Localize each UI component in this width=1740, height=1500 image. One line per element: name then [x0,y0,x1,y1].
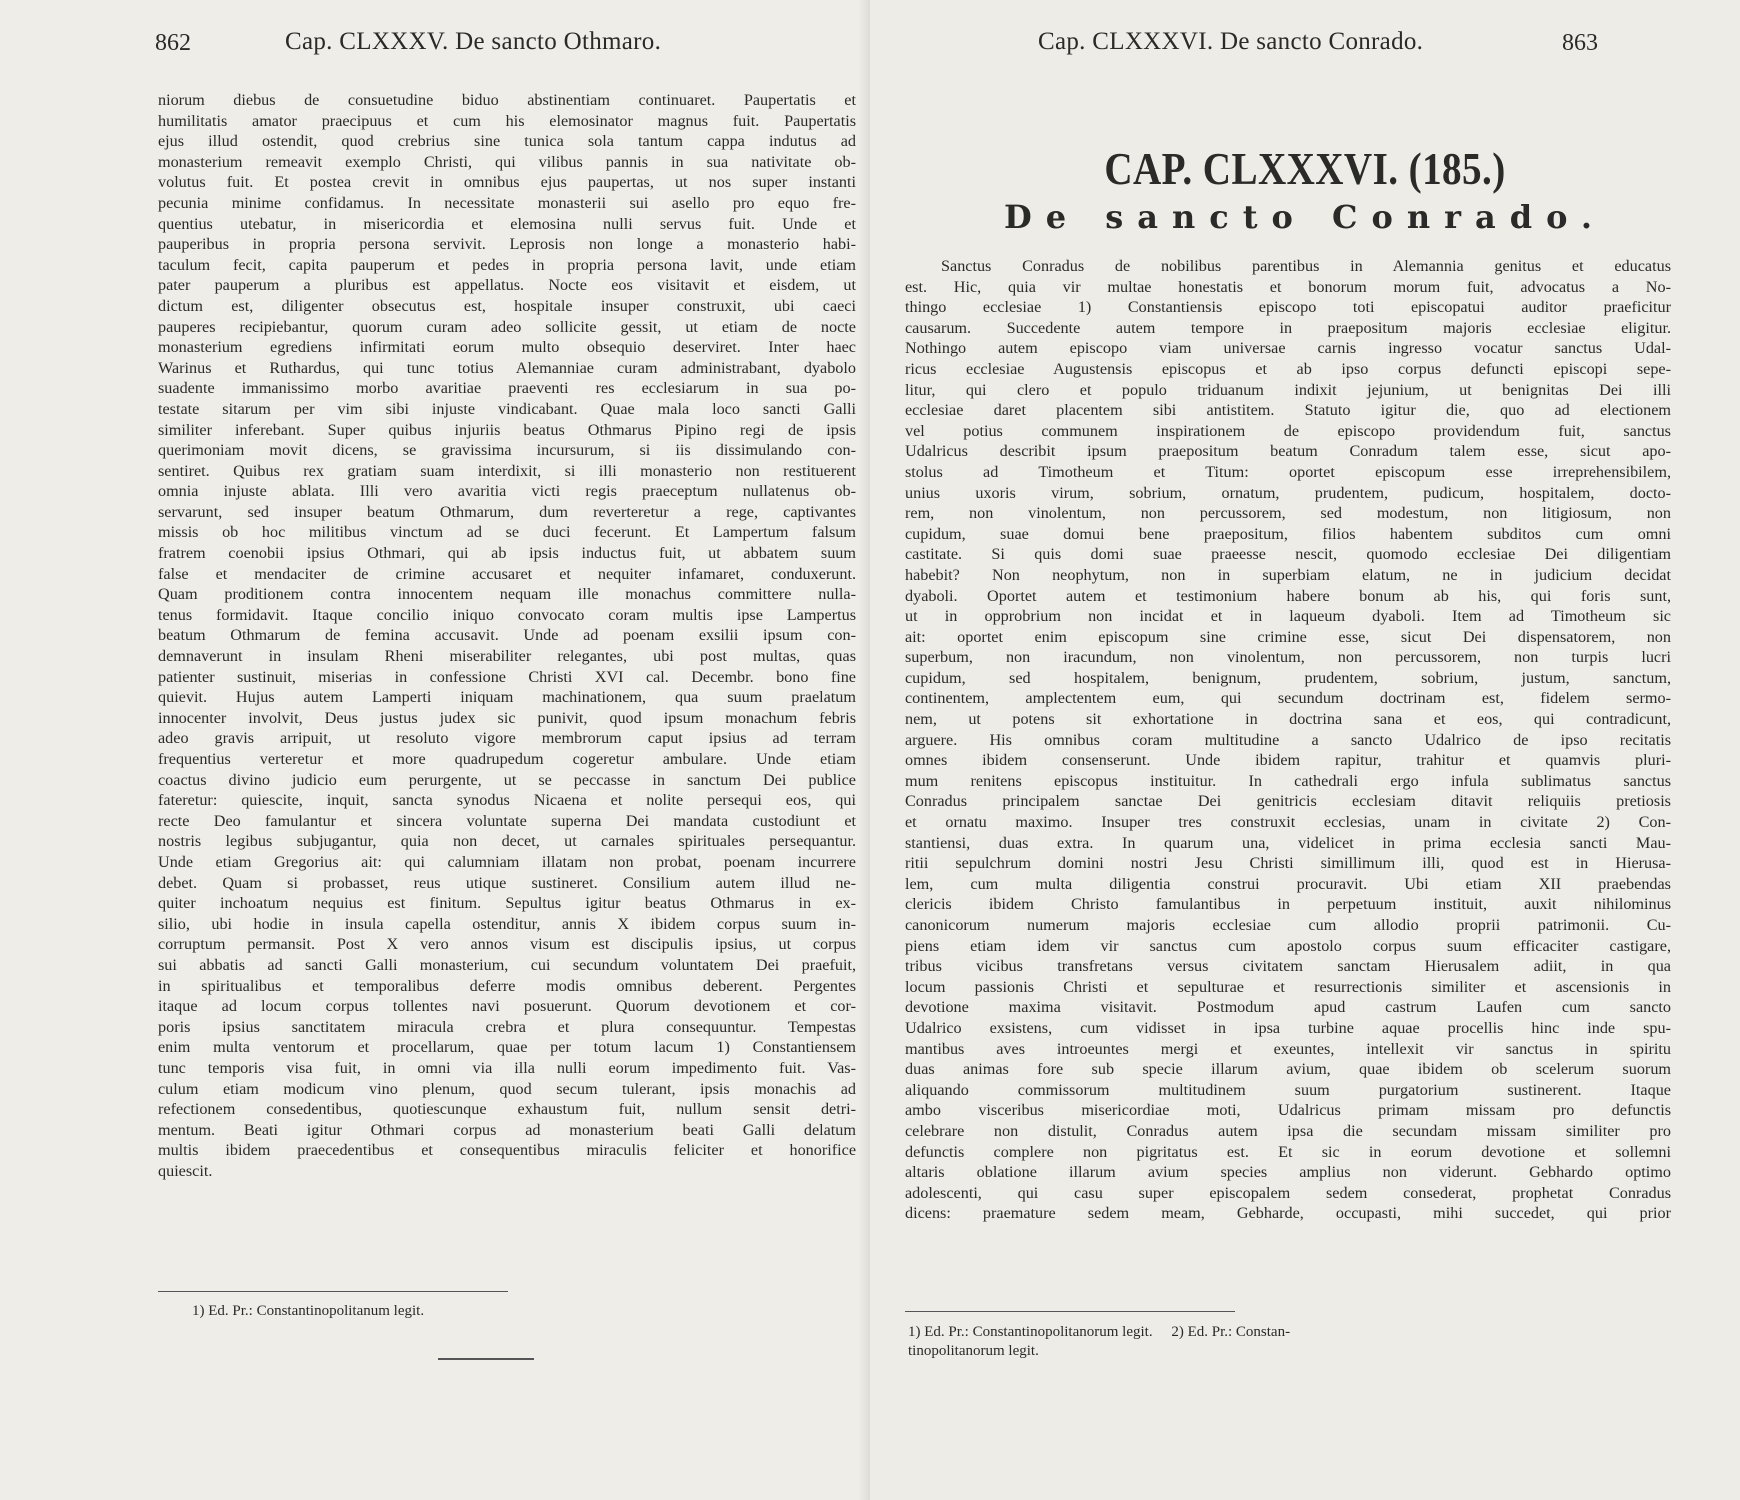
text-line: ricus ecclesiae Augustensis episcopus et ab ipso corpus defuncti episcopi sepe- [905,359,1671,378]
text-line: arguere. His omnibus coram multitudine a sancto Udalrico de ipso recitatis [905,730,1671,749]
text-line: ut in opprobrium non incidat et in laqueum dyaboli. Item ad Timotheum sic [905,607,1671,626]
text-line: stolus ad Timotheum et Titum: oportet episcopum esse irreprehensibilem, [905,462,1671,481]
left-body-text [158,90,856,1181]
text-line: est. Hic, quia vir multae honestatis et bonorum morum fuit, advocatus a No- [905,277,1671,296]
text-line: Conradus principalem sanctae Dei genitricis ecclesiam ditavit reliquiis pretiosis [905,792,1671,811]
text-line: ritii sepulchrum domini nostri Jesu Christi simillimum illi, quod est in Hierusa- [905,854,1671,873]
text-line: dictum est, diligenter obsecutus est, hospitale insuper construxit, ubi caeci [158,296,856,315]
text-line: demnaverunt in insulam Rheni miserabiliter relegantes, ubi post multas, quas [158,647,856,666]
text-line: querimoniam movit dicens, se gravissima incursurum, si iis dissimulando con- [158,441,856,460]
text-line: tribus vicibus transfretans versus civitatem sanctam Hierusalem adiit, in qua [905,957,1671,976]
text-line: causarum. Succedente autem tempore in praepositum majoris ecclesiae eligitur. [905,318,1671,337]
text-line: similiter inferebant. Super quibus injuriis beatus Othmarus Pipino regi de ipsis [158,420,856,439]
text-line: recte Deo famulantur et sincera voluntate superna Dei mandata custodiunt et [158,811,856,830]
text-line: Unde etiam Gregorius ait: qui calumniam illatam non probat, poenam incurrere [158,852,856,871]
text-line: ambo visceribus misericordiae moti, Udalricus primam missam pro defunctis [905,1101,1671,1120]
text-line: litur, qui clero et populo triduanum indixit jejunium, ut benignitas Dei illi [905,380,1671,399]
footnote-line: 1) Ed. Pr.: Constantinopolitanorum legit. 2) Ed. Pr.: Constan- [908,1324,1291,1340]
text-line: mentum. Beati igitur Othmari corpus ad monasterium beati Galli delatum [158,1120,856,1139]
text-line: pecunia minime confidamus. In necessitate monasterii sui asello pro equo fre- [158,193,856,212]
text-line: corruptum permansit. Post X vero annos visum est discipulis ipsius, ut corpus [158,935,856,954]
footnote-line: tinopolitanorum legit. [908,1343,1039,1359]
text-line: Warinus et Ruthardus, qui tunc totius Alemanniae curam administrabant, dyabolo [158,358,856,377]
text-line: enim multa ventorum et procellarum, quae per totum lacum 1) Constantiensem [158,1038,856,1057]
text-line: devotione maxima visitavit. Postmodum apud castrum Laufen cum sancto [905,998,1671,1017]
text-line: ait: oportet enim episcopum sine crimine esse, sicut Dei dispensatorem, non [905,627,1671,646]
text-line: Udalrico exsistens, cum vidisset in ipsa turbine aquae procellis hinc inde spu- [905,1018,1671,1037]
text-line: adeo gravis arripuit, ut resoluto vigore membrorum caput ipsius ad terram [158,729,856,748]
footnote-right [908,1323,1290,1361]
text-line: taculum fecit, capita pauperum et pedes in propria persona lavit, unde etiam [158,255,856,274]
text-line: Udalricus describit ipsum praepositum beatum Conradum talem esse, sicut apo- [905,442,1671,461]
text-line: rem, non vinolentum, non percussorem, sed modestum, non litigiosum, non [905,504,1671,523]
text-line: pauperes recipiebantur, quorum curam adeo sollicite gessit, ut etiam de nocte [158,317,856,336]
text-line: piens etiam idem vir sanctus cum apostolo corpus suum efficaciter castigare, [905,936,1671,955]
text-line: canonicorum numerum majoris ecclesiae cum allodio proprii patrimonii. Cu- [905,916,1671,934]
chapter-subtitle: De sancto Conrado. [1004,198,1606,236]
text-line: false et mendaciter de crimine accusaret et nequiter infamaret, conduxerunt. [158,564,856,583]
text-line: tunc temporis visa fuit, in omni via illa nulli eorum impedimento fuit. Vas- [158,1058,856,1077]
text-line: clericis ibidem Christo famulantibus in perpetuum instituit, auxit nihilominus [905,895,1671,914]
text-line: monasterium remeavit exemplo Christi, qui vilibus pannis in sua nativitate ob- [158,152,856,171]
text-line: quievit. Hujus autem Lamperti iniquam machinationem, qua suum praelatum [158,688,856,707]
text-line: pater pauperum a pluribus est appellatus. Nocte eos visitavit et eisdem, ut [158,276,856,295]
text-line: testate sitarum per vim sibi injuste vindicabant. Quae mala loco sancti Galli [158,399,856,418]
text-line: defunctis complere non pigritatus est. Et sic in eorum devotione et sollemni [905,1142,1671,1161]
text-line: dicens: praemature sedem meam, Gebharde, occupasti, mihi succedet, qui prior [905,1204,1671,1223]
text-line: frequentius verteretur et more quadrupedum cogeretur ambulare. Unde etiam [158,750,856,768]
text-line: superbum, non iracundum, non vinolentum, non percussorem, non turpis lucri [905,648,1671,667]
text-line: adolescenti, qui casu super episcopalem sedem consederat, prophetat Conradus [905,1183,1671,1202]
text-line: pauperibus in propria persona servivit. Leprosis non longe a monasterio habi- [158,235,856,254]
text-line: dyaboli. Oportet autem et testimonium habere bonum ab his, qui foris sunt, [905,586,1671,605]
text-line: mum renitens episcopus instituitur. In cathedrali ergo infula sublimatus sanctus [905,771,1671,790]
text-line: humilitatis amator praecipuus et cum his elemosinator magnus fuit. Paupertatis [158,111,856,130]
text-line: vel potius communem inspirationem de episcopo providendum fuit, sanctus [905,421,1671,440]
text-line: aliquando commissorum multitudinem suum purgatorium sustinerent. Itaque [905,1080,1671,1099]
text-line: castitate. Si quis domi suae praeesse nescit, quomodo ecclesiae Dei diligentiam [905,545,1671,564]
text-line: stantiensi, duas extra. In quarum una, videlicet in prima ecclesia sancti Mau- [905,833,1671,852]
text-line: cupidum, suae domui bene praepositum, filios habentem subditos cum omni [905,524,1671,543]
footnote-left: 1) Ed. Pr.: Constantinopolitanum legit. [192,1303,425,1319]
page-number-left: 862 [155,30,191,56]
text-line: lem, cum multa diligentia construi procuravit. Ubi etiam XII praebendas [905,874,1671,893]
footnote-rule-left [158,1291,508,1292]
text-line: patienter sustinuit, miserias in confessione Christi XVI cal. Decembr. bono fine [158,667,856,686]
text-line: ejus illud ostendit, quod crebrius sine tunica sola tantum cappa indutus ad [158,132,856,151]
text-line: unius uxoris virum, sobrium, ornatum, prudentem, pudicum, hospitalem, docto- [905,483,1671,502]
page-number-right: 863 [1562,30,1598,56]
text-line: duas animas fore sub specie illarum avium, quae ibidem ob scelerum suorum [905,1060,1671,1079]
text-line: beatum Othmarum de femina accusavit. Unde ad poenam exsilii ipsum con- [158,626,856,645]
text-line: nostris legibus subjugantur, quia non decet, ut carnales spirituales persequantur. [158,832,856,851]
end-separator [438,1358,534,1360]
text-line: niorum diebus de consuetudine biduo abstinentiam continuaret. Paupertatis et [158,91,856,109]
text-line: missis ob hoc militibus vinctum ad se duci fecerunt. Et Lampertum falsum [158,523,856,542]
text-line: silio, ubi hodie in insula capella ostenditur, annis X ibidem corpus suum in- [158,914,856,933]
text-line: celebrare non distulit, Conradus autem ipsa die secundam missam similiter pro [905,1121,1671,1140]
text-line: omnes ibidem consenserunt. Unde ibidem rapitur, trahitur et quamvis pluri- [905,751,1671,770]
text-line: fratrem coenobii ipsius Othmari, qui ab ipsis inductus fuit, ut abbatem suum [158,544,856,563]
text-line: altaris oblatione illarum avium species amplius non viderunt. Gebhardo optimo [905,1163,1671,1182]
text-line: innocenter involvit, Deus justus judex sic punivit, quod ipsum monachum febris [158,708,856,727]
text-line: mantibus aves introeuntes mergi et exeuntes, intellexit vir sanctus in spiritu [905,1039,1671,1058]
chapter-title: CAP. CLXXXVI. (185.) [1104,143,1506,194]
text-line: monasterium egrediens infirmitati eorum multo obsequio deserviret. Inter haec [158,338,856,357]
text-line: quiter inchoatum nequius est finitum. Sepultus igitur beatus Othmarus in ex- [158,894,856,913]
text-line: sentiret. Quibus rex gratiam suam interdixit, si illi monasterio non restituerent [158,461,856,480]
text-line: et ornatu maximo. Insuper tres construxit ecclesias, unam in civitate 2) Con- [905,813,1671,832]
text-line: quentius utebatur, in misericordia et elemosina nulli servus fuit. Unde et [158,214,856,233]
text-line: habebit? Non neophytum, non in superbiam elatum, ne in judicium decidat [905,565,1671,584]
text-line: poris ipsius sanctitatem miracula crebra et plura consequuntur. Tempestas [158,1017,856,1036]
text-line: cupidum, sed hospitalem, benignum, prudentem, sobrium, justum, sanctum, [905,668,1671,687]
footnote-rule-right [905,1311,1235,1312]
text-line: Sanctus Conradus de nobilibus parentibus in Alemannia genitus et educatus [941,257,1671,275]
text-line: locum passionis Christi et sepulturae et resurrectionis similiter et ascensionis in [905,977,1671,996]
text-line: culum etiam modicum vino plenum, quod secum tulerant, ipsis monachis ad [158,1079,856,1098]
text-line: thingo ecclesiae 1) Constantiensis episcopo toti episcopatui auditor praeficitur [905,298,1671,317]
text-line: coactus divino judicio eum perurgente, ut se peccasse in sanctum Dei publice [158,770,856,789]
text-line: continentem, amplectentem eum, qui secundum doctrinam est, fidelem sermo- [905,689,1671,708]
text-line: tenus formidavit. Itaque concilio iniquo convocato coram multis ipse Lampertus [158,605,856,624]
text-line: omnia injuste ablata. Illi vero avaritia victi regis praeceptum nullatenus ob- [158,482,856,501]
text-line: nem, ut potens sit exhortatione in doctrina sana et eos, qui contradicunt, [905,710,1671,729]
text-line: refectionem consedentibus, quotiescunque exhaustum fuit, nullum sensit detri- [158,1100,856,1119]
text-line: servarunt, sed insuper beatum Othmarum, dum reverteretur a rege, captivantes [158,502,856,521]
right-page [870,0,1740,1500]
text-line: suadente immanissimo morbo avaritiae praeventi res ecclesiarum in sua po- [158,379,856,398]
text-line: fateretur: quiescite, inquit, sancta synodus Nicaena et nolite persequi eos, qui [158,791,856,810]
text-line: ecclesiae daret placentem sibi antistitem. Statuto igitur die, quo ad electionem [905,401,1671,420]
right-body-text [905,256,1671,1224]
text-line: in spiritualibus et temporalibus deferre modis omnibus deberent. Pergentes [158,976,856,995]
running-head-left: Cap. CLXXXV. De sancto Othmaro. [285,28,662,55]
text-line: sui abbatis ad sancti Galli monasterium, cui secundum voluntatem Dei praefuit, [158,955,856,974]
text-line: volutus fuit. Et postea crevit in omnibus ejus paupertas, ut nos super instanti [158,173,856,192]
text-line: itaque ad locum corpus tollentes navi posuerunt. Quorum devotionem et cor- [158,997,856,1016]
text-line: multis ibidem praecedentibus et consequentibus miraculis feliciter et honorifice [158,1141,856,1160]
text-line: Quam proditionem contra innocentem nequam ille monachus committere nulla- [158,585,856,604]
text-line: Nothingo autem episcopo viam universae carnis ingresso vocatur sanctus Udal- [905,339,1671,358]
text-line-last: quiescit. [158,1161,213,1180]
running-head-right: Cap. CLXXXVI. De sancto Conrado. [1038,28,1424,55]
text-line: debet. Quam si probasset, reus utique sustineret. Consilium autem illud ne- [158,873,856,892]
